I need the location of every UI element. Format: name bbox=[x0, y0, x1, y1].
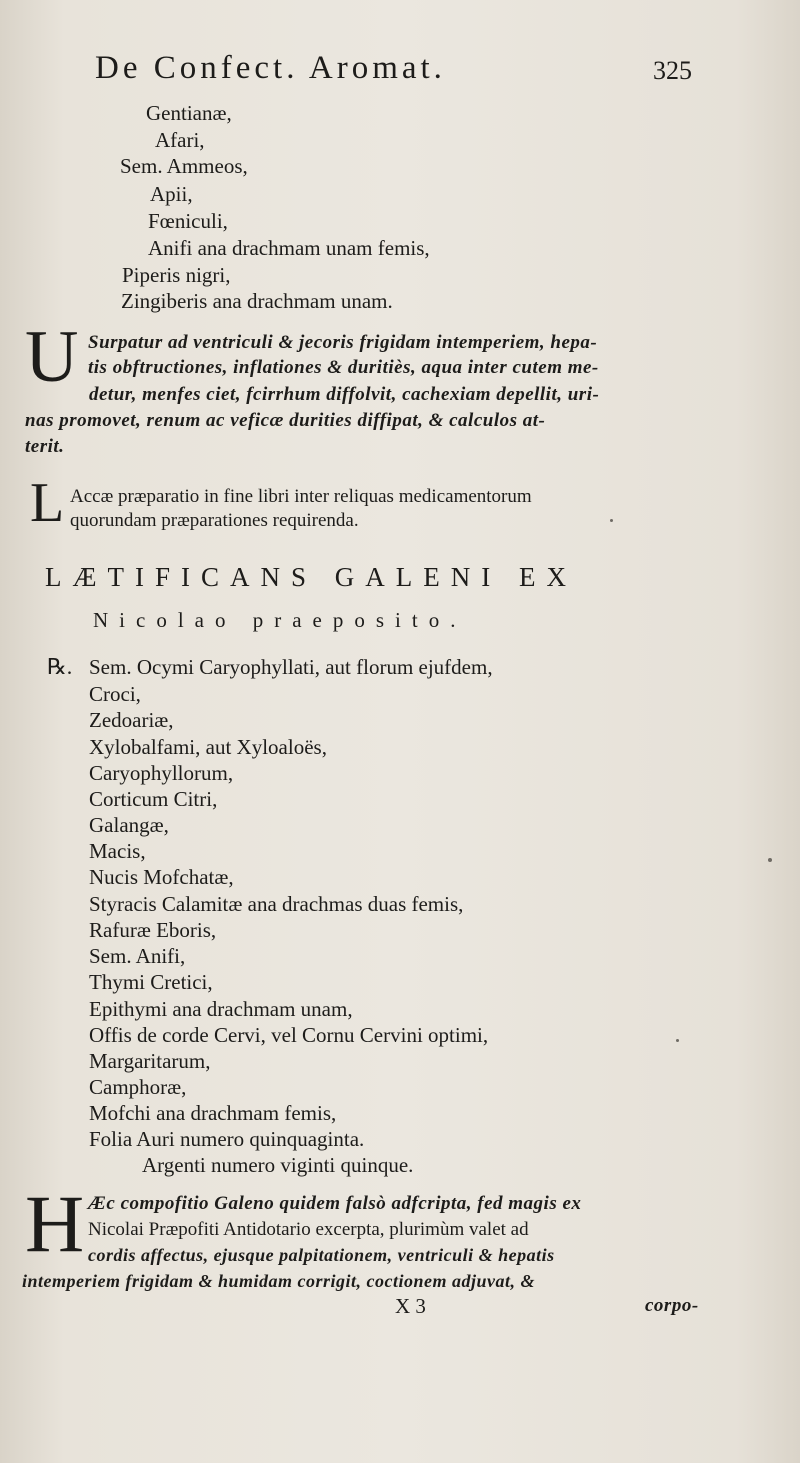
recipe-item: Sem. Anifi, bbox=[89, 944, 186, 968]
drop-cap: L bbox=[30, 472, 65, 534]
recipe-item: Mofchi ana drachmam femis, bbox=[89, 1101, 337, 1125]
paragraph-line: nas promovet, renum ac veficæ durities diffipat, & calculos at- bbox=[25, 410, 546, 431]
list-item: Anifi ana drachmam unam femis, bbox=[148, 236, 430, 260]
paragraph-line: cordis affectus, ejusque palpitationem, ventriculi & hepatis bbox=[88, 1245, 555, 1265]
recipe-item: Nucis Mofchatæ, bbox=[89, 865, 234, 889]
paper-speck bbox=[610, 519, 613, 522]
recipe-item: Zedoariæ, bbox=[89, 708, 174, 732]
recipe-item: Galangæ, bbox=[89, 813, 169, 837]
list-item: Sem. Ammeos, bbox=[120, 154, 248, 178]
list-item: Zingiberis ana drachmam unam. bbox=[121, 289, 393, 313]
recipe-item: Folia Auri numero quinquaginta. bbox=[89, 1127, 365, 1151]
recipe-item: Croci, bbox=[89, 682, 141, 706]
paragraph-line: detur, menfes ciet, fcirrhum diffolvit, cachexiam depellit, uri- bbox=[89, 384, 600, 405]
recipe-item: Thymi Cretici, bbox=[89, 970, 213, 994]
list-item: Apii, bbox=[150, 182, 193, 206]
recipe-item: Corticum Citri, bbox=[89, 787, 218, 811]
paragraph-line: Æc compofitio Galeno quidem falsò adfcripta, fed magis ex bbox=[88, 1193, 582, 1214]
list-item: Fœniculi, bbox=[148, 209, 228, 233]
recipe-heading: LÆTIFICANS GALENI EX bbox=[45, 562, 577, 592]
paragraph-line: intemperiem frigidam & humidam corrigit, coctionem adjuvat, & bbox=[22, 1271, 536, 1291]
paper-speck bbox=[676, 1039, 679, 1042]
signature-mark: X 3 bbox=[395, 1294, 426, 1318]
recipe-item: Macis, bbox=[89, 839, 146, 863]
paragraph-line: Nicolai Præpofiti Antidotario excerpta, plurimùm valet ad bbox=[88, 1219, 529, 1240]
paper-speck bbox=[768, 858, 772, 862]
recipe-item: Margaritarum, bbox=[89, 1049, 211, 1073]
catchword: corpo- bbox=[645, 1295, 699, 1316]
paragraph-line: quorundam præparationes requirenda. bbox=[70, 510, 359, 531]
drop-cap: H bbox=[25, 1178, 85, 1269]
recipe-item: Offis de corde Cervi, vel Cornu Cervini optimi, bbox=[89, 1023, 489, 1047]
running-header bbox=[95, 50, 695, 90]
recipe-first-line: Sem. Ocymi Caryophyllati, aut florum ejufdem, bbox=[89, 655, 493, 679]
paragraph-line: terit. bbox=[25, 436, 65, 457]
running-title: De Confect. Aromat. bbox=[95, 50, 446, 86]
recipe-item: Caryophyllorum, bbox=[89, 761, 234, 785]
recipe-item: Argenti numero viginti quinque. bbox=[142, 1153, 414, 1177]
paragraph-line: Accæ præparatio in fine libri inter reliquas medicamentorum bbox=[70, 486, 532, 507]
list-item: Piperis nigri, bbox=[122, 263, 231, 287]
paragraph-line: Surpatur ad ventriculi & jecoris frigidam intemperiem, hepa- bbox=[88, 332, 598, 353]
list-item: Gentianæ, bbox=[146, 101, 232, 125]
recipe-symbol: ℞. bbox=[47, 654, 73, 679]
recipe-item: Xylobalfami, aut Xyloaloës, bbox=[89, 735, 327, 759]
recipe-item: Styracis Calamitæ ana drachmas duas femis, bbox=[89, 892, 464, 916]
recipe-item: Camphoræ, bbox=[89, 1075, 187, 1099]
recipe-subheading: Nicolao praeposito. bbox=[93, 608, 467, 632]
recipe-item: Epithymi ana drachmam unam, bbox=[89, 997, 353, 1021]
paragraph-line: tis obftructiones, inflationes & duritiès, aqua inter cutem me- bbox=[88, 357, 599, 378]
page-number: 325 bbox=[653, 56, 692, 85]
list-item: Afari, bbox=[155, 128, 205, 152]
recipe-item: Rafuræ Eboris, bbox=[89, 918, 217, 942]
drop-cap: U bbox=[25, 316, 79, 398]
